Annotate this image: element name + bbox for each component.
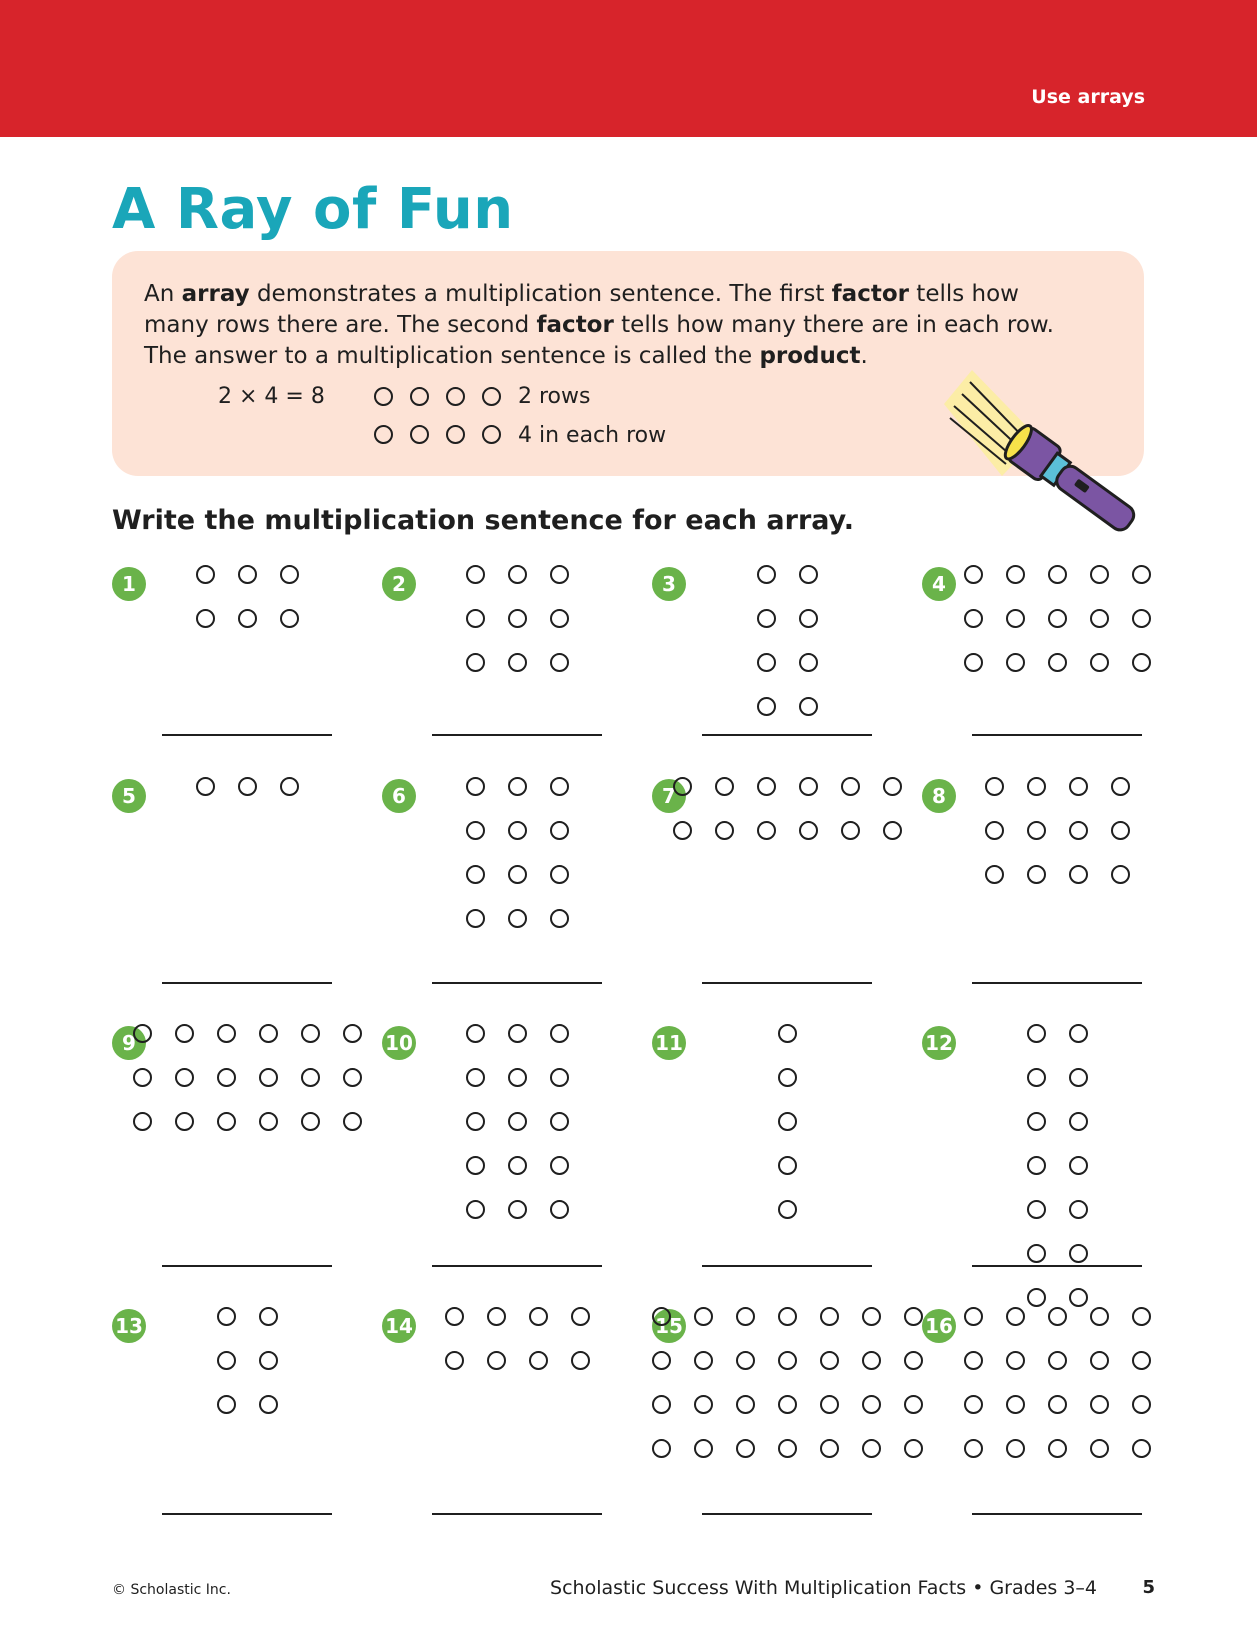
dot-array bbox=[757, 565, 818, 716]
array-circle bbox=[508, 821, 527, 840]
array-circle bbox=[715, 777, 734, 796]
array-circle bbox=[550, 777, 569, 796]
array-circle bbox=[1090, 609, 1109, 628]
array-circle bbox=[196, 565, 215, 584]
array-circle bbox=[1090, 1307, 1109, 1326]
answer-line[interactable] bbox=[162, 734, 332, 736]
array-circle bbox=[280, 609, 299, 628]
dot-array bbox=[964, 1307, 1151, 1458]
problem-number-badge: 1 bbox=[112, 567, 146, 601]
header-banner bbox=[0, 0, 1257, 137]
array-circle bbox=[736, 1307, 755, 1326]
array-circle bbox=[1090, 1439, 1109, 1458]
array-circle bbox=[550, 1112, 569, 1131]
array-circle bbox=[1132, 1439, 1151, 1458]
example-array bbox=[374, 387, 501, 444]
array-circle bbox=[550, 1024, 569, 1043]
array-circle bbox=[550, 821, 569, 840]
array-circle bbox=[1048, 565, 1067, 584]
array-circle bbox=[1069, 1200, 1088, 1219]
array-circle bbox=[820, 1307, 839, 1326]
dot-array bbox=[217, 1307, 278, 1414]
array-circle bbox=[964, 653, 983, 672]
array-circle bbox=[652, 1351, 671, 1370]
array-circle bbox=[466, 1024, 485, 1043]
array-circle bbox=[1132, 1395, 1151, 1414]
array-circle bbox=[508, 1024, 527, 1043]
array-circle bbox=[1132, 1351, 1151, 1370]
intro-text: demonstrates a multiplication sentence. The first bbox=[249, 281, 832, 307]
array-circle bbox=[799, 653, 818, 672]
array-circle bbox=[778, 1112, 797, 1131]
array-circle bbox=[1069, 1024, 1088, 1043]
array-circle bbox=[778, 1351, 797, 1370]
array-circle bbox=[1006, 1307, 1025, 1326]
array-circle bbox=[571, 1307, 590, 1326]
array-circle bbox=[883, 777, 902, 796]
intro-text: An bbox=[144, 281, 182, 307]
array-circle bbox=[799, 821, 818, 840]
array-circle bbox=[1006, 1395, 1025, 1414]
array-circle bbox=[1111, 821, 1130, 840]
array-circle bbox=[550, 609, 569, 628]
array-circle bbox=[466, 1156, 485, 1175]
array-circle bbox=[1090, 1351, 1109, 1370]
array-circle bbox=[1027, 1244, 1046, 1263]
array-circle bbox=[1132, 609, 1151, 628]
problem-number-badge: 9 bbox=[112, 1026, 146, 1060]
array-circle bbox=[1048, 1307, 1067, 1326]
array-circle bbox=[466, 909, 485, 928]
array-circle bbox=[964, 1439, 983, 1458]
array-circle bbox=[374, 425, 393, 444]
array-circle bbox=[508, 909, 527, 928]
array-circle bbox=[778, 1395, 797, 1414]
array-circle bbox=[1132, 653, 1151, 672]
problem-number-badge: 10 bbox=[382, 1026, 416, 1060]
array-circle bbox=[694, 1351, 713, 1370]
array-circle bbox=[550, 865, 569, 884]
array-circle bbox=[175, 1112, 194, 1131]
array-circle bbox=[410, 425, 429, 444]
array-circle bbox=[466, 777, 485, 796]
array-circle bbox=[301, 1068, 320, 1087]
page-title: A Ray of Fun bbox=[112, 177, 514, 242]
array-circle bbox=[694, 1439, 713, 1458]
array-circle bbox=[508, 609, 527, 628]
dot-array bbox=[466, 565, 569, 672]
answer-line[interactable] bbox=[702, 1513, 872, 1515]
array-circle bbox=[217, 1112, 236, 1131]
array-circle bbox=[550, 653, 569, 672]
array-circle bbox=[757, 565, 776, 584]
array-circle bbox=[508, 565, 527, 584]
array-circle bbox=[652, 1439, 671, 1458]
array-circle bbox=[482, 425, 501, 444]
dot-array bbox=[985, 777, 1130, 884]
array-circle bbox=[652, 1307, 671, 1326]
array-circle bbox=[1048, 1395, 1067, 1414]
array-circle bbox=[571, 1351, 590, 1370]
array-circle bbox=[715, 821, 734, 840]
array-circle bbox=[757, 653, 776, 672]
array-circle bbox=[1069, 1288, 1088, 1307]
array-circle bbox=[238, 609, 257, 628]
array-circle bbox=[445, 1307, 464, 1326]
array-circle bbox=[820, 1395, 839, 1414]
array-circle bbox=[508, 1112, 527, 1131]
array-circle bbox=[1069, 1156, 1088, 1175]
array-circle bbox=[820, 1439, 839, 1458]
array-circle bbox=[550, 909, 569, 928]
array-circle bbox=[508, 777, 527, 796]
array-circle bbox=[964, 1395, 983, 1414]
array-circle bbox=[985, 777, 1004, 796]
flashlight-icon bbox=[940, 360, 1150, 540]
array-circle bbox=[1006, 565, 1025, 584]
array-circle bbox=[259, 1351, 278, 1370]
dot-array bbox=[196, 565, 299, 628]
array-circle bbox=[820, 1351, 839, 1370]
array-circle bbox=[1027, 777, 1046, 796]
book-title: Scholastic Success With Multiplication Facts • Grades 3–4 bbox=[550, 1577, 1097, 1599]
problem-number-badge: 4 bbox=[922, 567, 956, 601]
array-circle bbox=[1027, 1288, 1046, 1307]
array-circle bbox=[673, 821, 692, 840]
array-circle bbox=[133, 1112, 152, 1131]
array-circle bbox=[466, 821, 485, 840]
array-circle bbox=[757, 821, 776, 840]
array-circle bbox=[280, 565, 299, 584]
array-circle bbox=[841, 821, 860, 840]
array-circle bbox=[1006, 609, 1025, 628]
array-circle bbox=[964, 1307, 983, 1326]
array-circle bbox=[487, 1351, 506, 1370]
array-circle bbox=[778, 1200, 797, 1219]
problem-number-badge: 16 bbox=[922, 1309, 956, 1343]
example-cols-label: 4 in each row bbox=[518, 423, 667, 448]
array-circle bbox=[466, 1068, 485, 1087]
array-circle bbox=[133, 1024, 152, 1043]
answer-line[interactable] bbox=[972, 734, 1142, 736]
problem-number-badge: 3 bbox=[652, 567, 686, 601]
array-circle bbox=[757, 697, 776, 716]
array-circle bbox=[1027, 1068, 1046, 1087]
array-circle bbox=[736, 1351, 755, 1370]
array-circle bbox=[1027, 865, 1046, 884]
array-circle bbox=[1006, 653, 1025, 672]
array-circle bbox=[259, 1307, 278, 1326]
array-circle bbox=[862, 1439, 881, 1458]
answer-line[interactable] bbox=[702, 1265, 872, 1267]
array-circle bbox=[778, 1024, 797, 1043]
array-circle bbox=[1027, 1112, 1046, 1131]
array-circle bbox=[1069, 865, 1088, 884]
array-circle bbox=[217, 1307, 236, 1326]
array-circle bbox=[529, 1351, 548, 1370]
array-circle bbox=[904, 1351, 923, 1370]
array-circle bbox=[343, 1024, 362, 1043]
key-term: array bbox=[181, 281, 250, 307]
array-circle bbox=[1069, 821, 1088, 840]
array-circle bbox=[529, 1307, 548, 1326]
array-circle bbox=[550, 1156, 569, 1175]
example-rows-label: 2 rows bbox=[518, 384, 591, 409]
array-circle bbox=[410, 387, 429, 406]
array-circle bbox=[259, 1395, 278, 1414]
array-circle bbox=[175, 1068, 194, 1087]
problem-number-badge: 14 bbox=[382, 1309, 416, 1343]
copyright: © Scholastic Inc. bbox=[112, 1582, 231, 1598]
key-term: factor bbox=[536, 312, 614, 338]
intro-text: . bbox=[860, 343, 868, 369]
array-circle bbox=[1006, 1351, 1025, 1370]
array-circle bbox=[374, 387, 393, 406]
array-circle bbox=[1027, 1200, 1046, 1219]
array-circle bbox=[217, 1351, 236, 1370]
array-circle bbox=[964, 565, 983, 584]
array-circle bbox=[466, 609, 485, 628]
answer-line[interactable] bbox=[972, 982, 1142, 984]
array-circle bbox=[508, 865, 527, 884]
array-circle bbox=[508, 1156, 527, 1175]
array-circle bbox=[196, 777, 215, 796]
array-circle bbox=[1090, 1395, 1109, 1414]
answer-line[interactable] bbox=[432, 1513, 602, 1515]
array-circle bbox=[652, 1395, 671, 1414]
array-circle bbox=[175, 1024, 194, 1043]
array-circle bbox=[343, 1068, 362, 1087]
page-number: 5 bbox=[1142, 1577, 1155, 1598]
array-circle bbox=[259, 1112, 278, 1131]
array-circle bbox=[343, 1112, 362, 1131]
array-circle bbox=[217, 1024, 236, 1043]
array-circle bbox=[799, 777, 818, 796]
array-circle bbox=[1006, 1439, 1025, 1458]
answer-line[interactable] bbox=[702, 734, 872, 736]
array-circle bbox=[904, 1439, 923, 1458]
array-circle bbox=[508, 653, 527, 672]
problem-number-badge: 8 bbox=[922, 779, 956, 813]
array-circle bbox=[1069, 1112, 1088, 1131]
dot-array bbox=[778, 1024, 797, 1219]
array-circle bbox=[259, 1024, 278, 1043]
array-circle bbox=[694, 1395, 713, 1414]
key-term: factor bbox=[831, 281, 909, 307]
problem-number-badge: 6 bbox=[382, 779, 416, 813]
array-circle bbox=[1111, 865, 1130, 884]
array-circle bbox=[673, 777, 692, 796]
array-circle bbox=[736, 1395, 755, 1414]
dot-array bbox=[964, 565, 1151, 672]
array-circle bbox=[466, 1112, 485, 1131]
array-circle bbox=[1048, 609, 1067, 628]
answer-line[interactable] bbox=[702, 982, 872, 984]
array-circle bbox=[964, 609, 983, 628]
array-circle bbox=[778, 1156, 797, 1175]
answer-line[interactable] bbox=[972, 1513, 1142, 1515]
problem-number-badge: 2 bbox=[382, 567, 416, 601]
array-circle bbox=[550, 565, 569, 584]
example-equation: 2 × 4 = 8 bbox=[218, 384, 325, 409]
array-circle bbox=[550, 1200, 569, 1219]
array-circle bbox=[862, 1395, 881, 1414]
array-circle bbox=[259, 1068, 278, 1087]
array-circle bbox=[466, 865, 485, 884]
problem-number-badge: 5 bbox=[112, 779, 146, 813]
array-circle bbox=[1069, 777, 1088, 796]
array-circle bbox=[799, 697, 818, 716]
array-circle bbox=[1048, 1439, 1067, 1458]
dot-array bbox=[445, 1307, 590, 1370]
array-circle bbox=[466, 565, 485, 584]
problem-number-badge: 15 bbox=[652, 1309, 686, 1343]
array-circle bbox=[1048, 653, 1067, 672]
array-circle bbox=[482, 387, 501, 406]
intro-text: tells how many rows there are. The second bbox=[144, 281, 1019, 338]
problem-number-badge: 7 bbox=[652, 779, 686, 813]
array-circle bbox=[550, 1068, 569, 1087]
array-circle bbox=[778, 1068, 797, 1087]
array-circle bbox=[466, 653, 485, 672]
intro-text: tells how many there are in each row. The answer to a multiplication sentence is called the bbox=[144, 312, 1054, 369]
array-circle bbox=[217, 1395, 236, 1414]
array-circle bbox=[799, 565, 818, 584]
answer-line[interactable] bbox=[162, 1513, 332, 1515]
array-circle bbox=[466, 1200, 485, 1219]
array-circle bbox=[508, 1200, 527, 1219]
array-circle bbox=[1048, 1351, 1067, 1370]
array-circle bbox=[1090, 565, 1109, 584]
answer-line[interactable] bbox=[432, 982, 602, 984]
array-circle bbox=[280, 777, 299, 796]
problem-number-badge: 12 bbox=[922, 1026, 956, 1060]
array-circle bbox=[1069, 1068, 1088, 1087]
array-circle bbox=[446, 387, 465, 406]
problem-number-badge: 13 bbox=[112, 1309, 146, 1343]
array-circle bbox=[238, 777, 257, 796]
array-circle bbox=[757, 777, 776, 796]
array-circle bbox=[1132, 565, 1151, 584]
array-circle bbox=[301, 1112, 320, 1131]
array-circle bbox=[1069, 1244, 1088, 1263]
array-circle bbox=[445, 1351, 464, 1370]
answer-line[interactable] bbox=[162, 1265, 332, 1267]
array-circle bbox=[862, 1307, 881, 1326]
array-circle bbox=[133, 1068, 152, 1087]
array-circle bbox=[217, 1068, 236, 1087]
dot-array bbox=[196, 777, 299, 796]
array-circle bbox=[736, 1439, 755, 1458]
array-circle bbox=[301, 1024, 320, 1043]
dot-array bbox=[466, 1024, 569, 1219]
section-tag: Use arrays bbox=[1031, 86, 1145, 108]
array-circle bbox=[778, 1439, 797, 1458]
array-circle bbox=[508, 1068, 527, 1087]
array-circle bbox=[1027, 1024, 1046, 1043]
array-circle bbox=[778, 1307, 797, 1326]
array-circle bbox=[694, 1307, 713, 1326]
array-circle bbox=[862, 1351, 881, 1370]
array-circle bbox=[757, 609, 776, 628]
array-circle bbox=[985, 821, 1004, 840]
dot-array bbox=[673, 777, 902, 840]
array-circle bbox=[841, 777, 860, 796]
array-circle bbox=[904, 1395, 923, 1414]
array-circle bbox=[904, 1307, 923, 1326]
dot-array bbox=[466, 777, 569, 928]
instructions: Write the multiplication sentence for each array. bbox=[112, 505, 855, 536]
answer-line[interactable] bbox=[432, 734, 602, 736]
answer-line[interactable] bbox=[162, 982, 332, 984]
array-circle bbox=[883, 821, 902, 840]
dot-array bbox=[652, 1307, 923, 1458]
array-circle bbox=[446, 425, 465, 444]
array-circle bbox=[1090, 653, 1109, 672]
info-text bbox=[144, 279, 1084, 372]
dot-array bbox=[133, 1024, 362, 1131]
key-term: product bbox=[759, 343, 861, 369]
array-circle bbox=[196, 609, 215, 628]
array-circle bbox=[1111, 777, 1130, 796]
array-circle bbox=[1027, 821, 1046, 840]
array-circle bbox=[985, 865, 1004, 884]
answer-line[interactable] bbox=[432, 1265, 602, 1267]
array-circle bbox=[799, 609, 818, 628]
array-circle bbox=[238, 565, 257, 584]
array-circle bbox=[964, 1351, 983, 1370]
array-circle bbox=[1132, 1307, 1151, 1326]
array-circle bbox=[487, 1307, 506, 1326]
array-circle bbox=[1027, 1156, 1046, 1175]
problem-number-badge: 11 bbox=[652, 1026, 686, 1060]
answer-line[interactable] bbox=[972, 1265, 1142, 1267]
